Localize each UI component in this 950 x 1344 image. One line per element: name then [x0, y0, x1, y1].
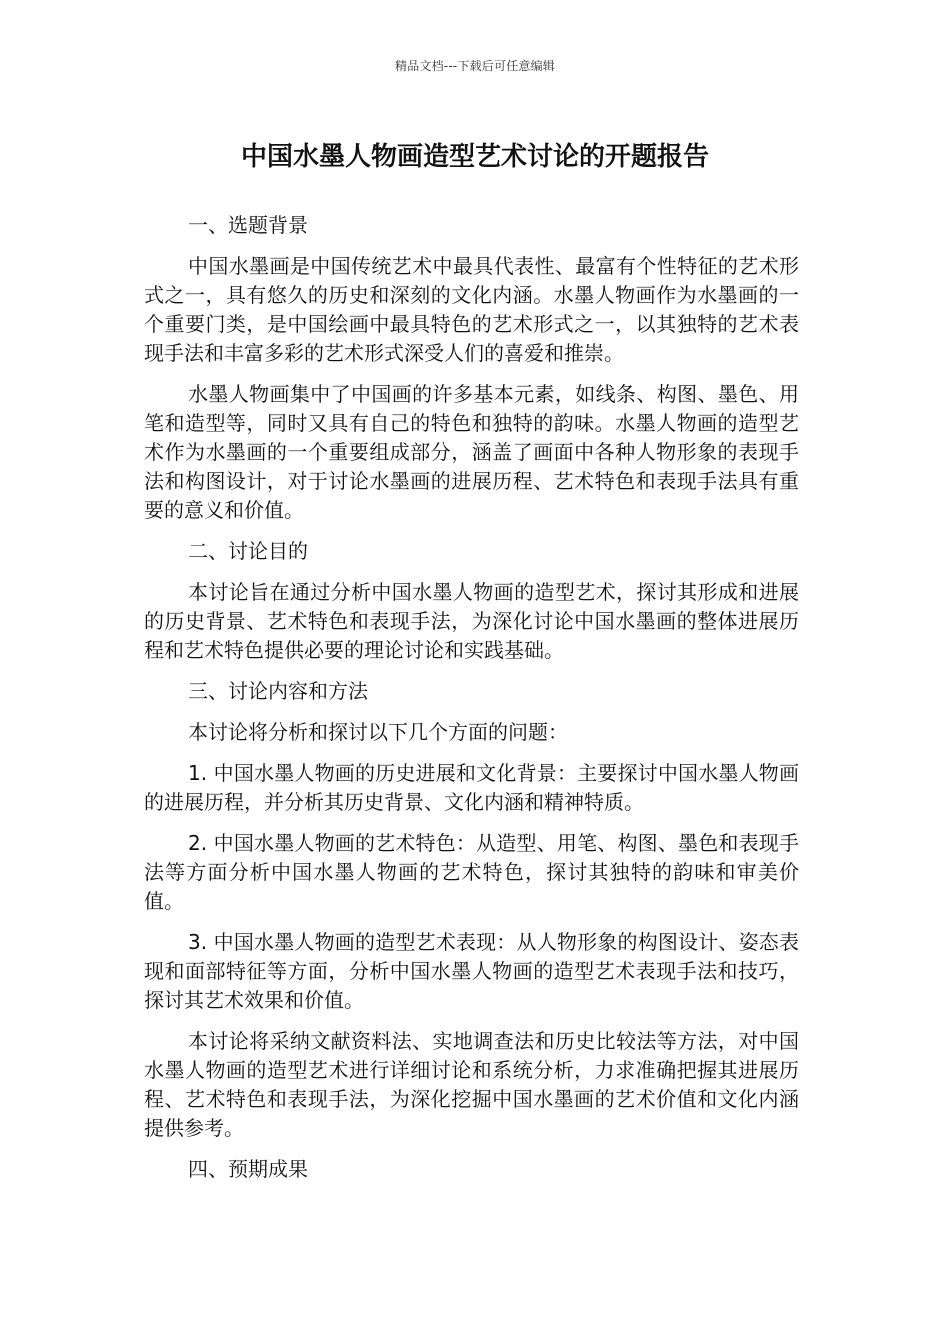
paragraph-content-intro: 本讨论将分析和探讨以下几个方面的问题： [188, 720, 568, 744]
section-heading-purpose: 二、讨论目的 [188, 539, 308, 563]
paragraph-background-1: 中国水墨画是中国传统艺术中最具代表性、最富有个性特征的艺术形式之一，具有悠久的历史和深刻的文化内涵。水墨人物画作为水墨画的一个重要门类，是中国绘画中最具特色的艺术形式之一，以其独特的艺术表现手法和丰富多彩的艺术形式深受人们的喜爱和推崇。 [144, 254, 799, 365]
header-note: 精品文档---下载后可任意编辑 [395, 59, 555, 73]
document-body [144, 211, 799, 1196]
list-item-2: 2. 中国水墨人物画的艺术特色：从造型、用笔、构图、墨色和表现手法等方面分析中国水墨人物画的艺术特色，探讨其独特的韵味和审美价值。 [144, 831, 799, 913]
section-heading-expected-results: 四、预期成果 [188, 1157, 308, 1181]
section-heading-content-methods: 三、讨论内容和方法 [188, 679, 368, 703]
list-item-1: 1. 中国水墨人物画的历史进展和文化背景：主要探讨中国水墨人物画的进展历程，并分析其历史背景、文化内涵和精神特质。 [144, 761, 799, 814]
paragraph-methods: 本讨论将采纳文献资料法、实地调查法和历史比较法等方法，对中国水墨人物画的造型艺术进行详细讨论和系统分析，力求准确把握其进展历程、艺术特色和表现手法，为深化挖掘中国水墨画的艺术价值和文化内涵提供参考。 [144, 1029, 799, 1140]
paragraph-background-2: 水墨人物画集中了中国画的许多基本元素，如线条、构图、墨色、用笔和造型等，同时又具有自己的特色和独特的韵味。水墨人物画的造型艺术作为水墨画的一个重要组成部分，涵盖了画面中各种人物形象的表现手法和构图设计，对于讨论水墨画的进展历程、艺术特色和表现手法具有重要的意义和价值。 [144, 382, 799, 522]
section-heading-background: 一、选题背景 [188, 213, 308, 237]
document-title: 中国水墨人物画造型艺术讨论的开题报告 [240, 142, 709, 172]
paragraph-purpose: 本讨论旨在通过分析中国水墨人物画的造型艺术，探讨其形成和进展的历史背景、艺术特色和表现手法，为深化讨论中国水墨画的整体进展历程和艺术特色提供必要的理论讨论和实践基础。 [144, 580, 799, 662]
list-item-3: 3. 中国水墨人物画的造型艺术表现：从人物形象的构图设计、姿态表现和面部特征等方面，分析中国水墨人物画的造型艺术表现手法和技巧，探讨其艺术效果和价值。 [144, 930, 799, 1012]
